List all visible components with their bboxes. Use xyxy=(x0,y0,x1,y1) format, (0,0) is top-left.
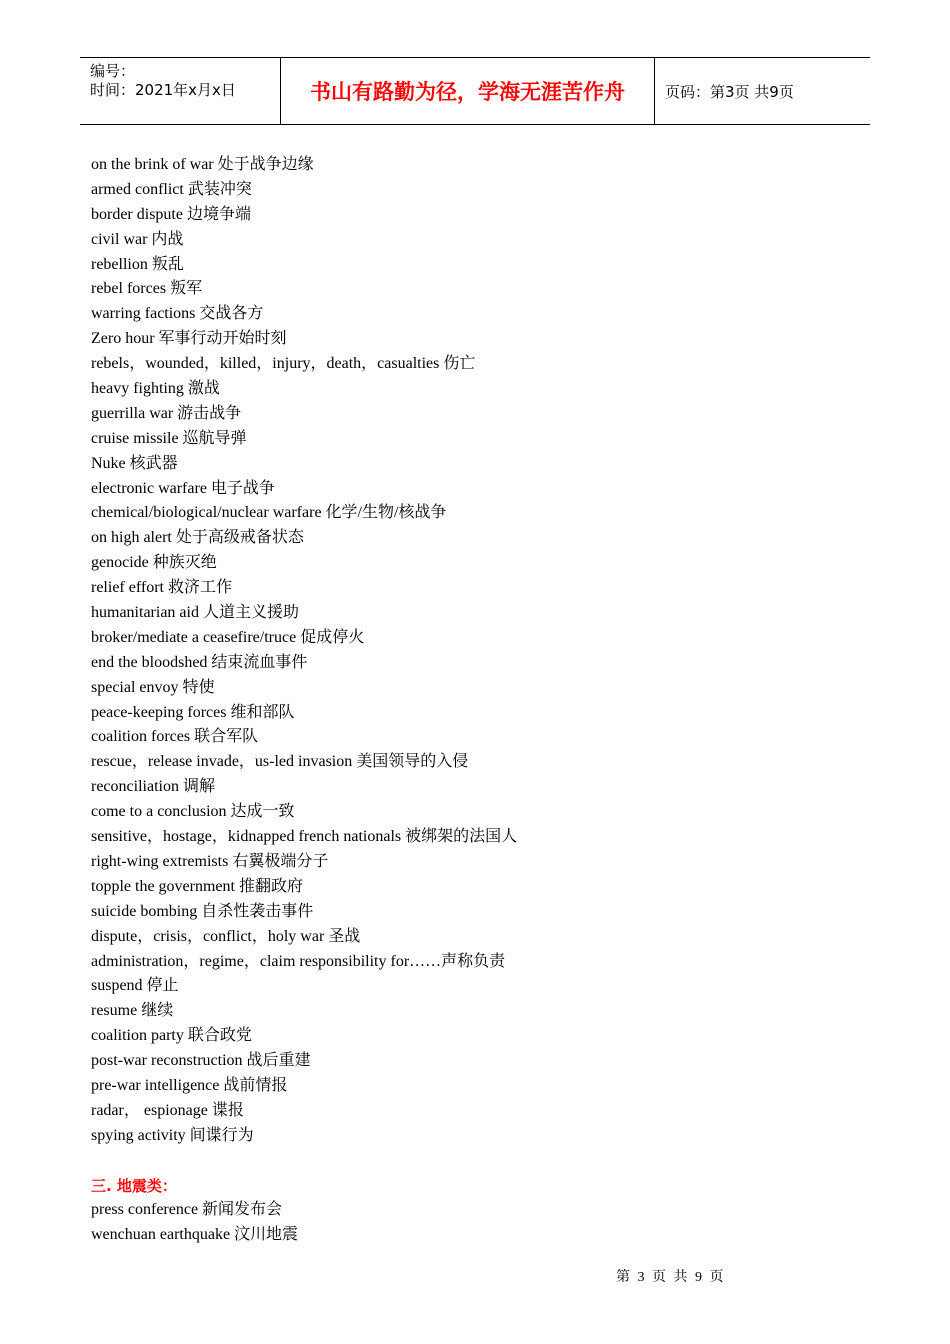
list-item: resume 继续 xyxy=(91,1002,174,1020)
list-item: rebels，wounded，killed，injury，death，casualties 伤亡 xyxy=(91,355,476,373)
list-item: radar， espionage 谍报 xyxy=(91,1101,244,1119)
header-meta xyxy=(80,58,281,124)
list-item: right-wing extremists 右翼极端分子 xyxy=(91,852,329,870)
vocabulary-list xyxy=(91,153,871,1248)
list-item: coalition forces 联合军队 xyxy=(91,728,259,746)
list-item: heavy fighting 激战 xyxy=(91,380,220,398)
list-item: on high alert 处于高级戒备状态 xyxy=(91,529,304,547)
list-item: humanitarian aid 人道主义援助 xyxy=(91,604,299,622)
date-label: 时间：2021年x月x日 xyxy=(90,81,236,99)
list-item: pre-war intelligence 战前情报 xyxy=(91,1076,288,1094)
list-item: rescue，release invade，us-led invasion 美国领导的入侵 xyxy=(91,753,469,771)
list-item: warring factions 交战各方 xyxy=(91,305,264,323)
list-item: cruise missile 巡航导弹 xyxy=(91,429,247,447)
list-item: dispute，crisis，conflict，holy war 圣战 xyxy=(91,927,361,945)
page-header xyxy=(80,57,870,125)
list-item: electronic warfare 电子战争 xyxy=(91,479,275,497)
list-item: come to a conclusion 达成一致 xyxy=(91,803,295,821)
list-item: reconciliation 调解 xyxy=(91,778,215,796)
list-item: suicide bombing 自杀性袭击事件 xyxy=(91,902,314,920)
section-heading: 三. 地震类： xyxy=(91,1176,177,1195)
list-item: broker/mediate a ceasefire/truce 促成停火 xyxy=(91,628,365,646)
list-item: rebel forces 叛军 xyxy=(91,280,203,298)
list-item: armed conflict 武装冲突 xyxy=(91,180,252,198)
list-item: administration，regime，claim responsibility for……声称负责 xyxy=(91,952,506,970)
list-item: on the brink of war 处于战争边缘 xyxy=(91,156,314,173)
list-item: relief effort 救济工作 xyxy=(91,579,232,597)
list-item: genocide 种族灭绝 xyxy=(91,554,217,572)
list-item: end the bloodshed 结束流血事件 xyxy=(91,653,308,671)
list-item: Nuke 核武器 xyxy=(91,454,178,472)
page-footer: 第 3 页 共 9 页 xyxy=(616,1270,726,1285)
list-item: wenchuan earthquake 汶川地震 xyxy=(91,1226,299,1244)
section-spacer xyxy=(91,1149,871,1174)
list-item: spying activity 间谍行为 xyxy=(91,1126,254,1144)
list-item: Zero hour 军事行动开始时刻 xyxy=(91,330,287,348)
list-item: peace-keeping forces 维和部队 xyxy=(91,703,295,721)
list-item: civil war 内战 xyxy=(91,230,184,248)
list-item: special envoy 特使 xyxy=(91,678,215,696)
list-item: suspend 停止 xyxy=(91,977,179,995)
list-item: coalition party 联合政党 xyxy=(91,1027,252,1045)
list-item: rebellion 叛乱 xyxy=(91,255,184,273)
list-item: guerrilla war 游击战争 xyxy=(91,404,242,422)
list-item: post-war reconstruction 战后重建 xyxy=(91,1052,311,1070)
serial-label: 编号： xyxy=(90,62,136,80)
header-motto: 书山有路勤为径，学海无涯苦作舟 xyxy=(281,58,655,124)
list-item: sensitive，hostage，kidnapped french nationals 被绑架的法国人 xyxy=(91,828,518,846)
list-item: chemical/biological/nuclear warfare 化学/生物/核战争 xyxy=(91,504,447,522)
header-page-info: 页码：第3页 共9页 xyxy=(665,83,794,101)
list-item: border dispute 边境争端 xyxy=(91,205,251,223)
list-item: topple the government 推翻政府 xyxy=(91,877,303,895)
list-item: press conference 新闻发布会 xyxy=(91,1201,283,1219)
